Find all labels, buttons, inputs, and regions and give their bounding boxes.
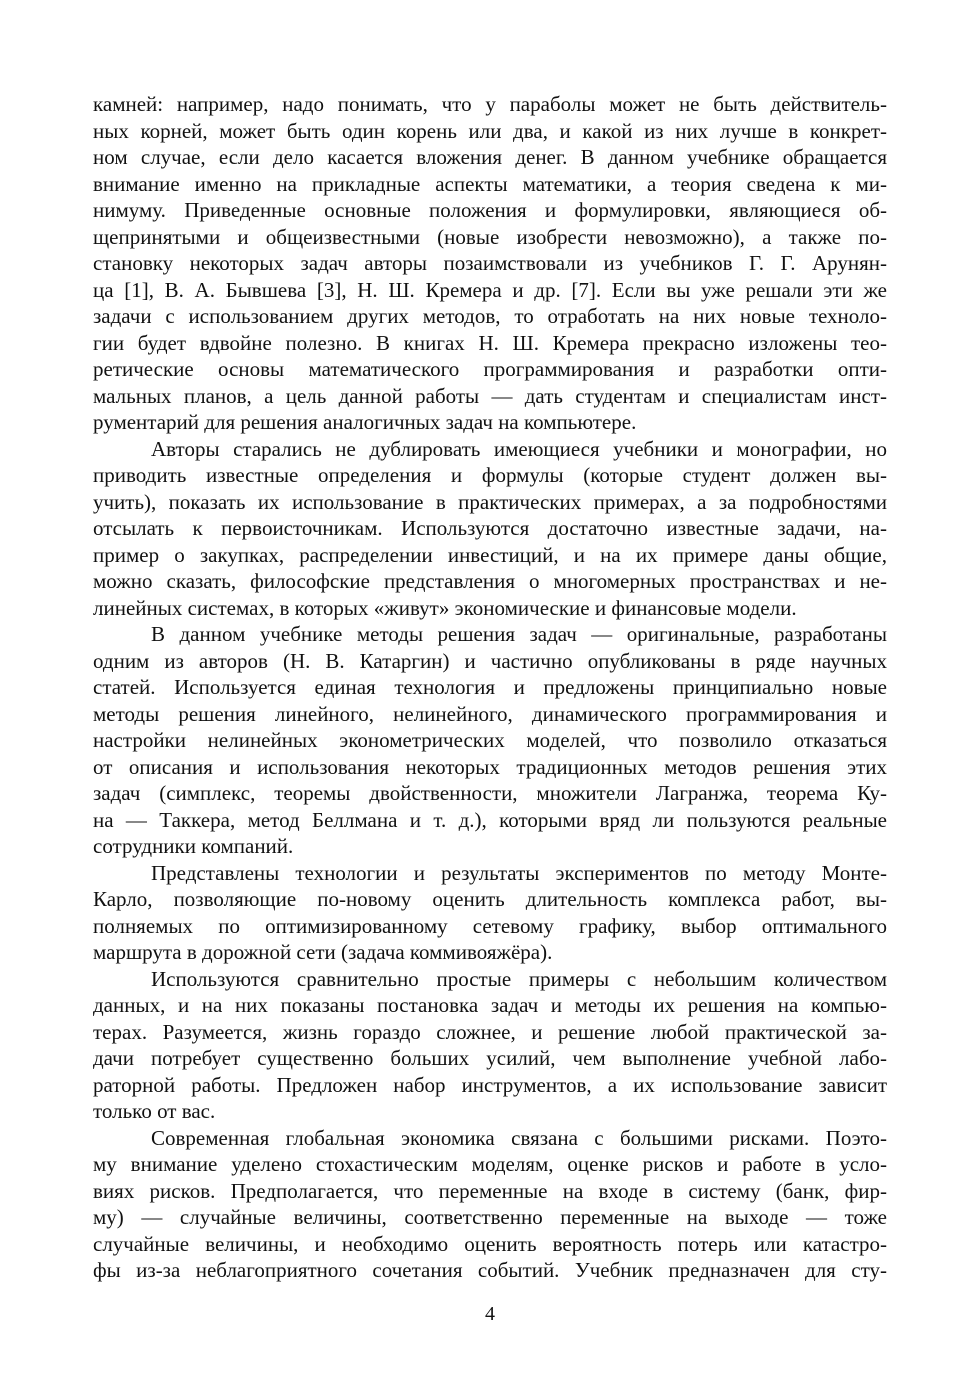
text-line: линейных системах, в которых «живут» экономические и финансовые модели. — [93, 595, 797, 620]
text-line: му внимание уделено стохастическим моделям, оценке рисков и работе в усло- — [93, 1152, 887, 1176]
paragraph — [93, 966, 887, 1125]
text-line: нимуму. Приведенные основные положения и формулировки, являющиеся об- — [93, 198, 887, 222]
paragraph — [93, 860, 887, 966]
text-line: дачи потребует существенно больших усилий, чем выполнение учебной лабо- — [93, 1046, 887, 1070]
text-line: мальных планов, а цель данной работы — дать студентам и специалистам инст- — [93, 383, 887, 408]
text-line: внимание именно на прикладные аспекты математики, а теория сведена к ми- — [93, 171, 887, 196]
text-line: ца [1], В. А. Бывшева [3], Н. Ш. Кремера и др. [7]. Если вы уже решали эти же — [93, 277, 887, 302]
text-line: приводить известные определения и формулы (которые студент должен вы- — [93, 463, 887, 487]
text-line: виях рисков. Предполагается, что переменные на входе в систему (банк, фир- — [93, 1178, 887, 1203]
text-line: терах. Разумеется, жизнь гораздо сложнее, и решение любой практической за- — [93, 1019, 887, 1044]
paragraph — [93, 91, 887, 436]
text-line: случайные величины, и необходимо оценить вероятность потерь или катастро- — [93, 1231, 887, 1256]
text-line: ном случае, если дело касается вложения денег. В данном учебнике обращается — [93, 145, 887, 169]
text-line: маршрута в дорожной сети (задача коммивояжёра). — [93, 940, 553, 964]
text-line: статей. Используется единая технология и предложены принципиально новые — [93, 675, 887, 699]
text-line: камней: например, надо понимать, что у параболы может не быть действитель- — [93, 92, 887, 116]
text-line: В данном учебнике методы решения задач — оригинальные, разработаны — [151, 622, 887, 646]
text-line: становку некоторых задач авторы позаимствовали из учебников Г. Г. Арунян- — [93, 251, 887, 275]
text-line: только от вас. — [93, 1099, 216, 1123]
text-line: гии будет вдвойне полезно. В книгах Н. Ш. Кремера прекрасно изложены тео- — [93, 330, 887, 355]
text-line: можно сказать, философские представления о многомерных пространствах и не- — [93, 569, 887, 593]
text-line: Карло, позволяющие по-новому оценить длительность комплекса работ, вы- — [93, 887, 887, 911]
text-line: настройки нелинейных эконометрических моделей, что позволило отказаться — [93, 728, 887, 752]
text-line: ных корней, может быть один корень или два, и какой из них лучше в конкрет- — [93, 118, 887, 143]
text-line: раторной работы. Предложен набор инструментов, а их использование зависит — [93, 1072, 887, 1097]
text-line: Представлены технологии и результаты экспериментов по методу Монте- — [151, 860, 887, 885]
text-line: задачи с использованием других методов, то отработать на них новые техноло- — [93, 304, 887, 328]
text-line: на — Таккера, метод Беллмана и т. д.), которыми вряд ли пользуются реальные — [93, 807, 887, 832]
text-line: одним из авторов (Н. В. Катаргин) и частично опубликованы в ряде научных — [93, 648, 887, 673]
text-line: сотрудники компаний. — [93, 834, 294, 858]
text-line: Используются сравнительно простые примеры с небольшим количеством — [151, 966, 887, 991]
paragraph — [93, 621, 887, 860]
text-line: Авторы старались не дублировать имеющиеся учебники и монографии, но — [151, 436, 887, 461]
page-body — [93, 91, 887, 1284]
text-line: методы решения линейного, нелинейного, динамического программирования и — [93, 701, 887, 726]
paragraph — [93, 1125, 887, 1284]
paragraph — [93, 436, 887, 622]
text-line: щепринятыми и общеизвестными (новые изобрести невозможно), а также по- — [93, 224, 887, 249]
text-line: от описания и использования некоторых традиционных методов решения этих — [93, 754, 887, 779]
text-line: рументарий для решения аналогичных задач на компьютере. — [93, 410, 637, 434]
text-line: задач (симплекс, теоремы двойственности, множители Лагранжа, теорема Ку- — [93, 781, 887, 805]
text-line: полняемых по оптимизированному сетевому графику, выбор оптимального — [93, 913, 887, 938]
text-line: отсылать к первоисточникам. Используются достаточно известные задачи, на- — [93, 516, 887, 540]
text-line: ретические основы математического программирования и разработки опти- — [93, 357, 887, 381]
text-line: пример о закупках, распределении инвестиций, и на их примере даны общие, — [93, 542, 887, 567]
text-line: данных, и на них показаны постановка задач и методы их решения на компью- — [93, 993, 887, 1017]
page-number: 4 — [485, 1303, 495, 1325]
text-line: учить), показать их использование в практических примерах, а за подробностями — [93, 489, 887, 514]
text-line: Современная глобальная экономика связана с большими рисками. Поэто- — [151, 1125, 887, 1150]
text-line: фы из-за неблагоприятного сочетания событий. Учебник предназначен для сту- — [93, 1258, 887, 1282]
text-line: му) — случайные величины, соответственно переменные на выходе — тоже — [93, 1205, 887, 1229]
